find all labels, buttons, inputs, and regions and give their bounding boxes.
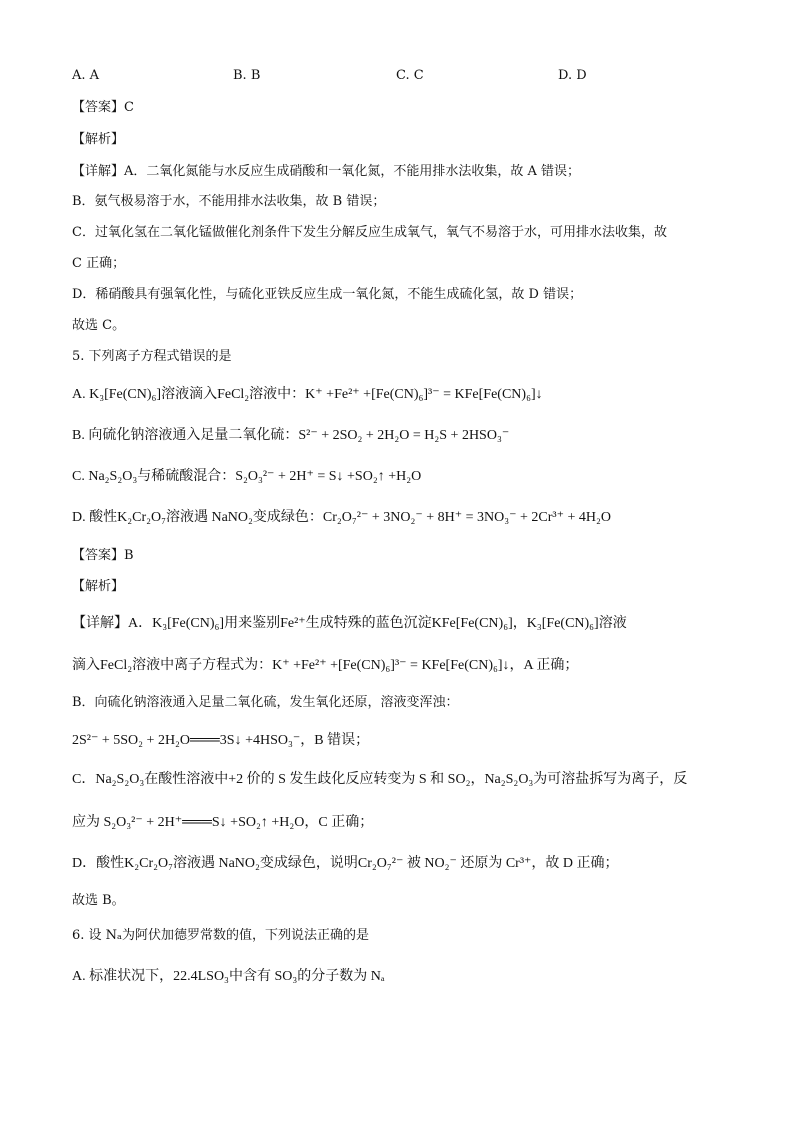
- q4-detail-b: B．氨气极易溶于水，不能用排水法收集，故 B 错误；: [72, 194, 386, 209]
- q5-option-d: D. 酸性K₂Cr₂O₇溶液遇 NaNO₂变成绿色：Cr₂O₇²⁻ + 3NO₂⁻ + 8H⁺ = 3NO₃⁻ + 2Cr³⁺ + 4H₂O: [72, 510, 612, 525]
- q4-answer: 【答案】C: [72, 100, 134, 115]
- option-d: D. D: [558, 68, 587, 83]
- q5-answer: 【答案】B: [72, 548, 134, 563]
- q5-detail-a-line2: 滴入FeCl₂溶液中离子方程式为：K⁺ +Fe²⁺ +[Fe(CN)₆]³⁻ = KFe[Fe(CN)₆]↓，A 正确；: [72, 658, 579, 673]
- option-b: B. B: [233, 68, 261, 83]
- q5-detail-d: D．酸性K₂Cr₂O₇溶液遇 NaNO₂变成绿色，说明Cr₂O₇²⁻ 被 NO₂⁻ 还原为 Cr³⁺，故 D 正确；: [72, 856, 619, 871]
- option-a: A. A: [72, 68, 100, 83]
- q5-detail-a-line1: 【详解】A．K₃[Fe(CN)₆]用来鉴别Fe²⁺生成特殊的蓝色沉淀KFe[Fe(CN)₆]，K₃[Fe(CN)₆]溶液: [72, 616, 627, 631]
- q5-analysis-heading: 【解析】: [72, 579, 125, 594]
- q5-detail-c-line2: 应为 S₂O₃²⁻ + 2H⁺═══S↓ +SO₂↑ +H₂O，C 正确；: [72, 815, 374, 830]
- q4-analysis-heading: 【解析】: [72, 132, 125, 147]
- q4-conclusion: 故选 C。: [72, 318, 126, 333]
- q5-detail-b-line2: 2S²⁻ + 5SO₂ + 2H₂O═══3S↓ +4HSO₃⁻，B 错误；: [72, 733, 370, 748]
- q6-option-a: A. 标准状况下，22.4LSO₃中含有 SO₃的分子数为 Nₐ: [72, 969, 385, 984]
- q5-detail-b-line1: B．向硫化钠溶液通入足量二氧化硫，发生氧化还原，溶液变浑浊：: [72, 695, 459, 710]
- q4-detail-a: 【详解】A．二氧化氮能与水反应生成硝酸和一氧化氮，不能用排水法收集，故 A 错误；: [72, 164, 581, 179]
- q4-detail-d: D．稀硝酸具有强氧化性，与硫化亚铁反应生成一氧化氮，不能生成硫化氢，故 D 错误；: [72, 287, 583, 302]
- q5-stem: 5. 下列离子方程式错误的是: [72, 349, 232, 364]
- q5-conclusion: 故选 B。: [72, 893, 125, 908]
- q5-option-a: A. K₃[Fe(CN)₆]溶液滴入FeCl₂溶液中：K⁺ +Fe²⁺ +[Fe(CN)₆]³⁻ = KFe[Fe(CN)₆]↓: [72, 387, 543, 402]
- q6-stem: 6. 设 Nₐ为阿伏加德罗常数的值，下列说法正确的是: [72, 928, 370, 943]
- q5-option-b: B. 向硫化钠溶液通入足量二氧化硫：S²⁻ + 2SO₂ + 2H₂O = H₂S + 2HSO₃⁻: [72, 428, 510, 443]
- option-c: C. C: [396, 68, 424, 83]
- q4-detail-c-line2: C 正确；: [72, 256, 126, 271]
- q4-detail-c-line1: C．过氧化氢在二氧化锰做催化剂条件下发生分解反应生成氧气，氧气不易溶于水，可用排水法收集，故: [72, 225, 667, 240]
- q5-option-c: C. Na₂S₂O₃与稀硫酸混合：S₂O₃²⁻ + 2H⁺ = S↓ +SO₂↑ +H₂O: [72, 469, 422, 484]
- q5-detail-c-line1: C．Na₂S₂O₃在酸性溶液中+2 价的 S 发生歧化反应转变为 S 和 SO₂，Na₂S₂O₃为可溶盐拆写为离子，反: [72, 772, 688, 787]
